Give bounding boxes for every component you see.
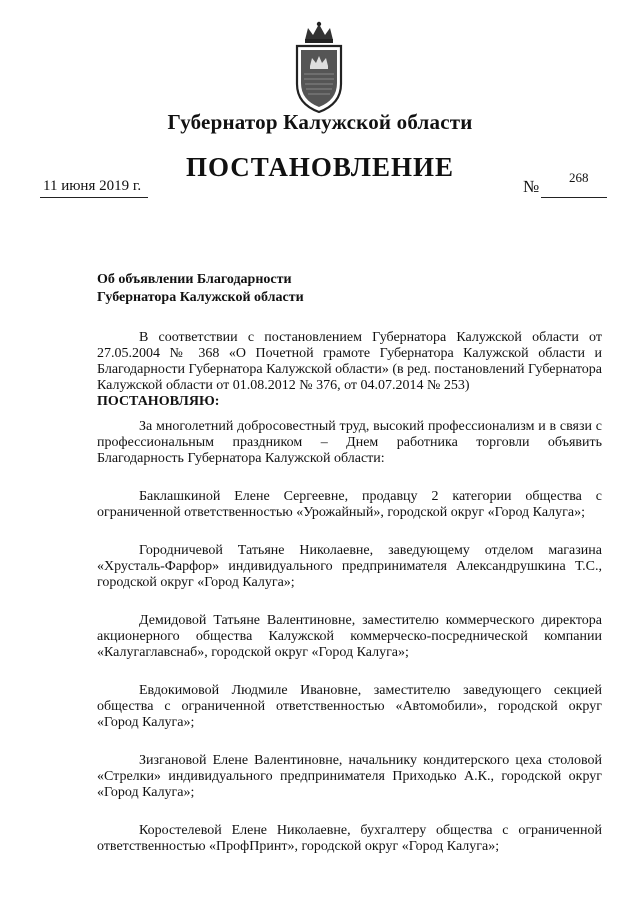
number-sign: № [523,177,540,196]
document-number: 268 [569,170,589,185]
awardee-paragraph: Зизгановой Елене Валентиновне, начальнику кондитерского цеха столовой «Стрелки» индивидуального предпринимателя Приходько А.К., городской округ «Город Калуга»; [97,753,602,800]
document-date: 11 июня 2019 г. [43,178,142,194]
decree-word: ПОСТАНОВЛЯЮ: [97,394,220,409]
intro-paragraph: За многолетний добросовестный труд, высокий профессионализм и в связи с профессиональным праздником – Днем работника торговли объявить Благодарность Губернатора Калужской области: [97,419,602,466]
number-underline [541,197,607,198]
awardee-paragraph: Евдокимовой Людмиле Ивановне, заместителю заведующего секцией общества с ограниченной ответственностью «Автомобили», городской округ «Город Калуга»; [97,683,602,730]
document-type: ПОСТАНОВЛЕНИЕ [185,152,455,182]
document-body [97,330,602,855]
awardee-paragraph: Городничевой Татьяне Николаевне, заведующему отделом магазина «Хрусталь-Фарфор» индивидуального предпринимателя Александрушкина Т.С., городской округ «Город Калуга»; [97,543,602,590]
document-subject [97,271,357,307]
subject-line-1: Об объявлении Благодарности [97,272,292,287]
awardee-paragraph: Демидовой Татьяне Валентиновне, заместителю коммерческого директора акционерного общества Калужской коммерческо-посреднической компании «Калугаглавснаб», городской округ «Город Калуга»; [97,613,602,660]
preamble-paragraph: В соответствии с постановлением Губернатора Калужской области от 27.05.2004 № 368 «О Почетной грамоте Губернатора Калужской области и Благодарности Губернатора Калужской области» (в ред. постановлений Губернатора Калужской области от 01.08.2012 № 376, от 04.07.2014 № 253) [97,330,602,393]
kaluga-coat-of-arms-icon [291,20,347,114]
date-underline [40,197,148,198]
awardee-paragraph: Коростелевой Елене Николаевне, бухгалтеру общества с ограниченной ответственностью «ПрофПринт», городской округ «Город Калуга»; [97,823,602,854]
awardee-paragraph: Баклашкиной Елене Сергеевне, продавцу 2 категории общества с ограниченной ответственностью «Урожайный», городской округ «Город Калуга»; [97,489,602,520]
subject-line-2: Губернатора Калужской области [97,290,304,305]
organization-title: Губернатор Калужской области [167,110,473,134]
